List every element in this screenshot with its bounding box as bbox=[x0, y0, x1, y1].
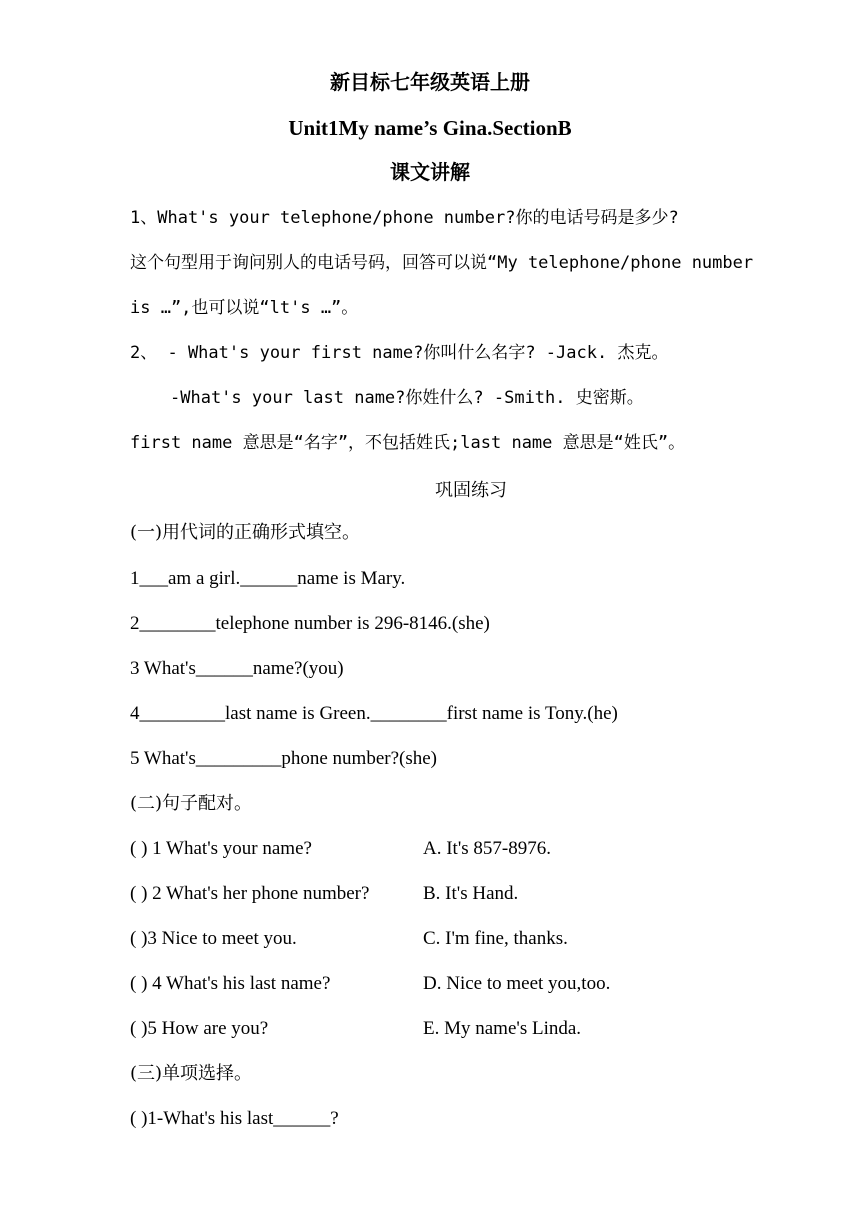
match-answer-a: A. It's 857-8976. bbox=[423, 838, 551, 859]
explanation-point-1-note-line-1: 这个句型用于询问别人的电话号码，回答可以说“My telephone/phone number bbox=[130, 253, 754, 273]
section-1-item-3: 3 What's______name?(you) bbox=[130, 658, 344, 679]
match-question-5: ( )5 How are you? bbox=[130, 1018, 269, 1039]
document-title: 新目标七年级英语上册 bbox=[330, 70, 530, 94]
unit-title: Unit1My name’s Gina.SectionB bbox=[288, 116, 572, 140]
match-answer-b: B. It's Hand. bbox=[423, 883, 519, 904]
match-question-4: ( ) 4 What's his last name? bbox=[130, 973, 331, 994]
section-1-item-1: 1___am a girl.______name is Mary. bbox=[130, 568, 406, 589]
match-question-2: ( ) 2 What's her phone number? bbox=[130, 883, 370, 904]
section-3-item-1: ( )1-What's his last______? bbox=[130, 1108, 339, 1129]
practice-heading: 巩固练习 bbox=[435, 480, 507, 501]
explanation-point-2-line-2: -What's your last name?你姓什么? -Smith. 史密斯。 bbox=[170, 388, 644, 408]
section-2-heading: (二)句子配对。 bbox=[130, 793, 253, 814]
match-question-1: ( ) 1 What's your name? bbox=[130, 838, 312, 859]
section-1-heading: (一)用代词的正确形式填空。 bbox=[130, 522, 361, 543]
explanation-point-2-note: first name 意思是“名字”，不包括姓氏;last name 意思是“姓氏”。 bbox=[130, 433, 686, 453]
section-subtitle: 课文讲解 bbox=[390, 160, 470, 184]
section-3-heading: (三)单项选择。 bbox=[130, 1063, 253, 1084]
explanation-point-2-line-1: 2、 - What's your first name?你叫什么名字? -Jack. 杰克。 bbox=[130, 343, 669, 363]
section-1-item-4: 4_________last name is Green.________first name is Tony.(he) bbox=[130, 703, 618, 724]
section-1-item-5: 5 What's_________phone number?(she) bbox=[130, 748, 438, 769]
explanation-point-1-note-line-2: is …”,也可以说“lt's …”。 bbox=[130, 298, 359, 318]
section-1-item-2: 2________telephone number is 296-8146.(she) bbox=[130, 613, 490, 634]
match-answer-d: D. Nice to meet you,too. bbox=[423, 973, 611, 994]
match-answer-c: C. I'm fine, thanks. bbox=[423, 928, 568, 949]
explanation-point-1: 1、What's your telephone/phone number?你的电话号码是多少? bbox=[130, 208, 679, 228]
match-answer-e: E. My name's Linda. bbox=[423, 1018, 582, 1039]
match-question-3: ( )3 Nice to meet you. bbox=[130, 928, 297, 949]
